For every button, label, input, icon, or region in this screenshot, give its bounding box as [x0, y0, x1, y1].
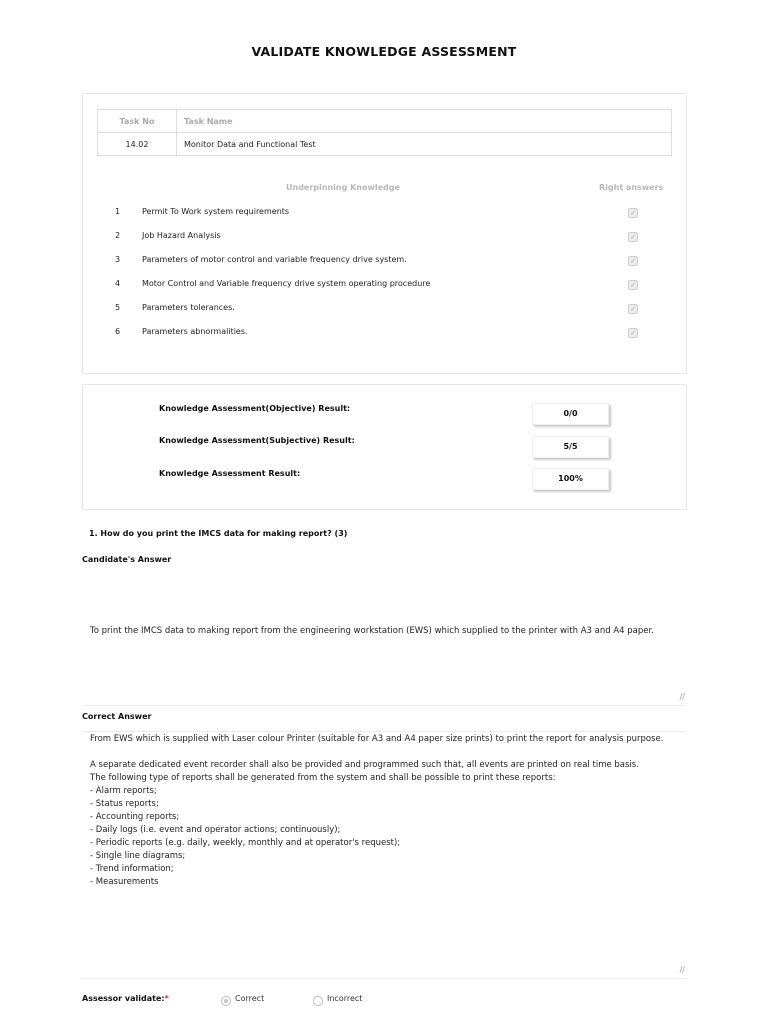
checkmark-icon: ✓: [628, 328, 638, 338]
radio-correct[interactable]: [221, 996, 231, 1006]
checkmark-icon: ✓: [628, 256, 638, 266]
list-item: [83, 327, 686, 341]
knowledge-item-number: 2: [115, 231, 121, 240]
checkmark-icon: ✓: [628, 304, 638, 314]
radio-correct-label[interactable]: Correct: [235, 994, 265, 1003]
checkmark-icon: ✓: [628, 232, 638, 242]
task-table-header: [98, 110, 672, 133]
knowledge-item-text: Motor Control and Variable frequency drive system operating procedure: [142, 279, 431, 288]
list-item: [83, 303, 686, 317]
assessor-validate-text: Assessor validate:: [82, 994, 165, 1003]
right-answers-header: Right answers: [599, 183, 664, 192]
knowledge-item-text: Permit To Work system requirements: [142, 207, 290, 216]
correct-answer-textarea[interactable]: [82, 731, 685, 979]
task-no-cell: 14.02: [98, 133, 177, 156]
list-item: [83, 279, 686, 293]
objective-result-value: 0/0: [532, 403, 609, 425]
resize-grip-icon[interactable]: ∕∕: [679, 965, 685, 974]
task-name-header: Task Name: [177, 110, 672, 133]
question-text: 1. How do you print the IMCS data for making report? (3): [89, 529, 348, 538]
list-item: [83, 231, 686, 245]
results-panel: [82, 384, 687, 510]
task-knowledge-panel: [82, 93, 687, 374]
knowledge-item-number: 5: [115, 303, 121, 312]
knowledge-item-text: Parameters of motor control and variable frequency drive system.: [142, 255, 407, 264]
knowledge-item-number: 1: [115, 207, 121, 216]
objective-result-label: Knowledge Assessment(Objective) Result:: [159, 404, 351, 413]
knowledge-item-number: 3: [115, 255, 121, 264]
knowledge-item-text: Job Hazard Analysis: [142, 231, 221, 240]
checkmark-icon: ✓: [628, 280, 638, 290]
task-table: [97, 109, 672, 156]
table-row: [98, 133, 672, 156]
knowledge-item-number: 6: [115, 327, 121, 336]
overall-result-value: 100%: [532, 468, 609, 490]
knowledge-item-number: 4: [115, 279, 121, 288]
assessor-validate-label: [82, 994, 169, 1003]
radio-incorrect-label[interactable]: Incorrect: [327, 994, 363, 1003]
task-name-cell: Monitor Data and Functional Test: [177, 133, 672, 156]
underpinning-knowledge-header: Underpinning Knowledge: [286, 183, 400, 192]
task-no-header: Task No: [98, 110, 177, 133]
overall-result-label: Knowledge Assessment Result:: [159, 469, 301, 478]
candidate-answer-text: To print the IMCS data to making report from the engineering workstation (EWS) which supplied to the printer with A3 and A4 paper.: [90, 626, 654, 636]
checkmark-icon: ✓: [628, 208, 638, 218]
candidate-answer-label: Candidate's Answer: [82, 555, 172, 564]
resize-grip-icon[interactable]: ∕∕: [679, 692, 685, 701]
list-item: [83, 207, 686, 221]
subjective-result-value: 5/5: [532, 436, 609, 458]
candidate-answer-textarea[interactable]: [82, 570, 685, 706]
required-mark: *: [164, 994, 169, 1003]
correct-answer-label: Correct Answer: [82, 712, 152, 721]
page-title: VALIDATE KNOWLEDGE ASSESSMENT: [251, 44, 517, 59]
radio-incorrect[interactable]: [313, 996, 323, 1006]
list-item: [83, 255, 686, 269]
correct-answer-text: From EWS which is supplied with Laser colour Printer (suitable for A3 and A4 paper size prints) to print the report for analysis purpose. A separate dedicated event recorder shall also be provided and programmed such that, all events are printed on real time basis. The following type of reports shall be generated from the system and shall be possible to print these reports: - Alarm reports; - Status reports; - Accounting reports; - Daily logs (i.e. event and operator actions; continuously); - Periodic reports (e.g. daily, weekly, monthly and at operator's request); - Single line diagrams; - Trend information; - Measurements: [90, 734, 664, 887]
knowledge-item-text: Parameters abnormalities.: [142, 327, 248, 336]
subjective-result-label: Knowledge Assessment(Subjective) Result:: [159, 436, 355, 445]
knowledge-item-text: Parameters tolerances.: [142, 303, 235, 312]
